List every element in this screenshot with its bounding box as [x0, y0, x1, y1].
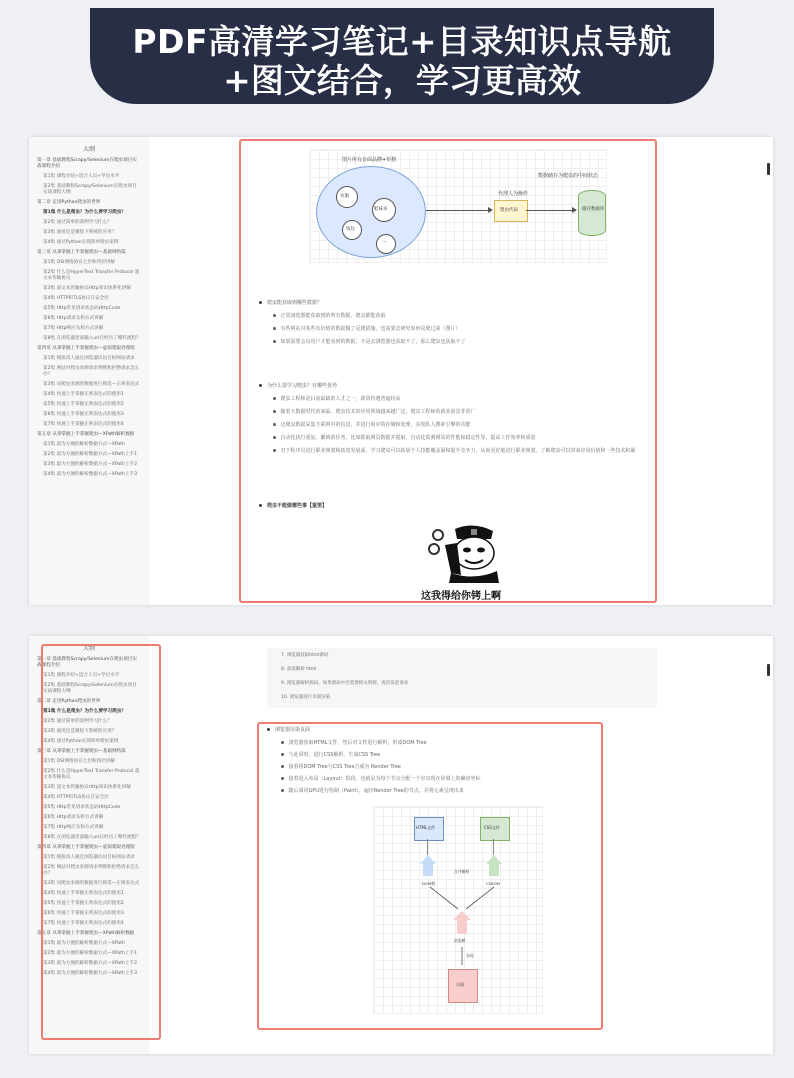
toc-section[interactable]: 第2集 基础教程Scrapy/Selenium在爬虫项目实战课程大纲	[43, 683, 137, 694]
banner-line-1: PDF高清学习笔记+目录知识点导航	[132, 22, 672, 61]
layout-label: 布局	[466, 953, 474, 958]
toc-section[interactable]: 第3集 超文本传输协议Http知识体系化讲解	[43, 785, 131, 790]
bullet-icon	[273, 340, 276, 343]
toc-section[interactable]: 第4集 快速上手掌握正则表达式的使用1	[43, 891, 124, 896]
toc-list	[37, 158, 141, 478]
toc-section[interactable]: 第2集 基础教程Scrapy/Selenium在爬虫项目实战课程大纲	[43, 184, 137, 195]
render-tree-icon-base	[457, 920, 467, 934]
toc-sidebar[interactable]	[29, 137, 149, 605]
toc-section[interactable]: 第1集 最为方便的解析数据方式—XPath	[43, 941, 125, 946]
toc-highlight-frame	[41, 644, 161, 1040]
render-pipeline-diagram	[373, 806, 543, 1014]
toc-section[interactable]: 第4集 快速上手掌握正则表达式的使用1	[43, 392, 124, 397]
circle-label: …	[382, 238, 387, 244]
bullet-item: 浏览器获取HTML文件，然后对文件进行解析，形成DOM Tree	[281, 740, 427, 746]
bullet-icon	[273, 397, 276, 400]
toc-section[interactable]: 第2集 最为方便的解析数据方式—XPath上手1	[43, 452, 138, 457]
police-meme-icon	[421, 523, 513, 587]
toc-section[interactable]: 第1集 模拟真人通过浏览器访问目标网站请求	[43, 356, 135, 361]
toc-section[interactable]: 第4集 HTTP和TLS协议在安全层	[43, 296, 109, 301]
diagram-title: 图片所有台面品牌+价格	[342, 157, 397, 163]
bullet-item: 爬虫工程师是目前最缺的人才之一，薪资待遇普遍较高	[273, 396, 401, 402]
toc-section[interactable]: 第7集 Http响应头和方式讲解	[43, 825, 104, 830]
title-banner	[90, 8, 714, 104]
section-heading: 爬虫能获取到哪些数据？	[259, 300, 322, 306]
toc-section[interactable]: 第5集 Http常见请求状态码HttpCode	[43, 306, 121, 311]
toc-section[interactable]: 第7集 Http响应头和方式讲解	[43, 326, 104, 331]
bullet-icon	[281, 753, 284, 756]
toc-chapter[interactable]: 第四章 从零掌握上手掌握爬虫—虚拟爬取处理版	[37, 845, 135, 850]
bullet-item: 有些网站对某些有价值的数据做了反爬措施，也需要去研究如何反爬过来（图片）	[273, 326, 461, 332]
toc-chapter[interactable]: 第一章 基础教程Scrapy/Selenium在爬虫项目实战课程介绍	[37, 158, 137, 169]
toc-section[interactable]: 第5集 快速上手掌握正则表达式的使用2	[43, 901, 124, 906]
code-line: 8. 获取解析 html	[281, 667, 317, 672]
toc-chapter[interactable]: 第三章 从零掌握上手掌握爬虫—基础网络篇	[37, 749, 126, 754]
toc-section[interactable]: 第3集 问爬虫来源的数据进行筛选—正则表达式	[43, 881, 140, 886]
arrow-head-icon	[572, 207, 577, 213]
toc-section[interactable]: 第4集 通过Python实现简单爬虫案例	[43, 739, 119, 744]
section-heading: 为什么要学习爬虫？有哪些优势	[259, 383, 337, 389]
database-icon	[578, 190, 606, 236]
bullet-item: 自动化执行重复、繁琐的任务，比如抓取网页数据并提取，自动化监测网站的性能和稳定性等，提高工作效率和质量	[273, 435, 536, 441]
bullet-item: 正常浏览器能获取到的所有数据，爬虫都能获取	[273, 313, 386, 319]
toc-section[interactable]: 第2集 什么是HyperText Transfer Protocol 超文本传输协议	[43, 270, 140, 281]
bullet-icon	[281, 741, 284, 744]
toc-section[interactable]: 第6集 快速上手掌握正则表达式的使用3	[43, 412, 124, 417]
code-block	[267, 648, 657, 708]
toc-section[interactable]: 第1集 OSI网络协议七层和四层讲解	[43, 759, 115, 764]
toc-section[interactable]: 第2集 网站对爬虫来源请求判断和拒绝请求怎么办？	[43, 865, 140, 876]
toc-section[interactable]: 第1集 什么是爬虫？为什么要学习爬虫？	[43, 709, 126, 714]
html-file-label: HTML文件	[416, 825, 436, 830]
toc-section[interactable]: 第6集 Http请求头和方式讲解	[43, 815, 104, 820]
police-meme-image	[421, 523, 513, 587]
toc-section[interactable]: 第2集 通过简单的案例学习什么？	[43, 220, 112, 225]
toc-section[interactable]: 第4集 最为方便的解析数据方式—XPath上手3	[43, 971, 138, 976]
toc-section[interactable]: 第6集 Http请求头和方式讲解	[43, 316, 104, 321]
toc-section[interactable]: 第5集 快速上手掌握正则表达式的使用2	[43, 402, 124, 407]
toc-chapter[interactable]: 第一章 基础教程Scrapy/Selenium在爬虫项目实战课程介绍	[37, 657, 137, 668]
toc-section[interactable]: 第8集 在浏览器里面输入url后经历了哪些流程？	[43, 835, 141, 840]
toc-section[interactable]: 第1集 最为方便的解析数据方式—XPath	[43, 442, 125, 447]
section-heading: 爬虫不能做哪些事【重要】	[259, 503, 327, 509]
toc-section[interactable]: 第2集 最为方便的解析数据方式—XPath上手1	[43, 951, 138, 956]
toc-section[interactable]: 第1集 什么是爬虫？为什么要学习爬虫？	[43, 210, 126, 215]
cssom-label: CSSOM	[486, 881, 500, 886]
toc-chapter[interactable]: 第二章 走进Python爬虫的世界	[37, 200, 101, 205]
toc-chapter[interactable]: 第四章 从零掌握上手掌握爬虫—虚拟爬取处理版	[37, 346, 135, 351]
toc-section[interactable]: 第4集 最为方便的解析数据方式—XPath上手3	[43, 472, 138, 477]
toc-title: 大纲	[82, 146, 95, 153]
proxy-label: 代理人为操作	[498, 191, 529, 197]
database-label: 储存数据库	[582, 207, 605, 212]
bullet-icon	[259, 301, 262, 304]
bullet-item: 如果需要会员用户才能看到的数据，不是去浏览器也获取不了，那么爬虫也获取不了	[273, 339, 466, 345]
bullet-icon	[281, 765, 284, 768]
toc-section[interactable]: 第4集 通过Python实现简单爬虫案例	[43, 240, 119, 245]
bullet-item: 接着将DOM Tree与CSS Tree合成为 Render Tree	[281, 764, 401, 770]
toc-section[interactable]: 第6集 快速上手掌握正则表达式的使用3	[43, 911, 124, 916]
bullet-icon	[273, 410, 276, 413]
toc-section[interactable]: 第3集 通用还是聚焦下系统的应用？	[43, 729, 117, 734]
code-line: 9. 浏览器解析源码，如果源码中还需要相关资源，再次发起请求	[281, 681, 409, 686]
merge-label: 合并解析	[454, 869, 470, 874]
toc-chapter[interactable]: 第三章 从零掌握上手掌握爬虫—基础网络篇	[37, 250, 126, 255]
data-source-ellipse	[316, 166, 426, 258]
toc-section[interactable]: 第3集 通用还是聚焦下系统的应用？	[43, 230, 117, 235]
bullet-icon	[259, 384, 262, 387]
toc-section[interactable]: 第3集 最为方便的解析数据方式—XPath上手2	[43, 462, 138, 467]
storage-label: 数据储存为爬虫的中间状态	[538, 173, 599, 179]
banner-line-2: +图文结合，学习更高效	[223, 61, 581, 100]
arrow-head-icon	[488, 207, 493, 213]
bullet-icon	[273, 449, 276, 452]
toc-section[interactable]: 第1集 模拟真人通过浏览器访问目标网站请求	[43, 855, 135, 860]
toc-section[interactable]: 第2集 什么是HyperText Transfer Protocol 超文本传输协议	[43, 769, 140, 780]
render-tree-label: 渲染树	[454, 938, 466, 943]
toc-chapter[interactable]: 第二章 走进Python爬虫的世界	[37, 699, 101, 704]
render-tree-icon	[453, 911, 471, 920]
circle-label: 鞋袜多	[374, 207, 388, 212]
crawler-code-label: 爬虫代码	[500, 208, 518, 213]
page-output-label: 页面	[456, 982, 464, 987]
toc-section[interactable]: 第3集 问爬虫来源的数据进行筛选—正则表达式	[43, 382, 140, 387]
scrollbar-thumb[interactable]	[767, 664, 770, 676]
arrow-line	[526, 210, 576, 211]
arrow-line	[426, 210, 492, 211]
circle-item	[376, 234, 396, 254]
toc-section[interactable]: 第7集 快速上手掌握正则表达式的使用4	[43, 422, 124, 427]
meme-caption: 这我得给你铐上啊	[421, 591, 501, 602]
toc-title: 大纲	[82, 645, 95, 652]
circle-label: 衣服	[340, 194, 349, 199]
toc-section[interactable]: 第2集 通过简单的案例学习什么？	[43, 719, 112, 724]
code-line: 7. 浏览器获取html源码	[281, 653, 329, 658]
css-file-label: CSS文件	[484, 825, 500, 830]
toc-chapter[interactable]: 第五章 从零掌握上手掌握爬虫—XPath解析数据	[37, 432, 135, 437]
bullet-icon	[267, 728, 270, 731]
bullet-item: 与此同时，进行CSS解析，生成CSS Tree	[281, 752, 380, 758]
bullet-icon	[281, 777, 284, 780]
toc-chapter[interactable]: 第五章 从零掌握上手掌握爬虫—XPath解析数据	[37, 931, 135, 936]
bullet-item: 接着进入布局（Layout）阶段，也就是为每个节点分配一个应出现在屏幕上的确切坐标	[281, 776, 481, 782]
toc-section[interactable]: 第1集 课程介绍+适合人员+学后水平	[43, 673, 120, 678]
dom-label: DOM树	[422, 881, 435, 886]
notes-page-2	[29, 636, 773, 1054]
toc-section[interactable]: 第3集 超文本传输协议Http知识体系化讲解	[43, 286, 131, 291]
bullet-item: 随后调用GPU进行绘制（Paint），遍历Render Tree的节点，并将元素呈现出来	[281, 788, 464, 794]
toc-section[interactable]: 第1集 课程介绍+适合人员+学后水平	[43, 174, 120, 179]
toc-section[interactable]: 第7集 快速上手掌握正则表达式的使用4	[43, 921, 124, 926]
circle-label: 钱包	[346, 227, 355, 232]
bullet-icon	[273, 423, 276, 426]
toc-section[interactable]: 第5集 Http常见请求状态码HttpCode	[43, 805, 121, 810]
bullet-item: 迈爬虫数据采集互联网中的信息，并进行相应的存储和处理，实现私人搜索引擎的功能	[273, 422, 471, 428]
bullet-icon	[259, 504, 262, 507]
crawler-diagram	[309, 149, 607, 263]
notes-page-1	[29, 137, 773, 605]
bullet-item: 对于程序员进行职业规划和拓宽发展面，学习爬虫可以拓展个人技能覆盖面和提升竞争力，从而更好地进行职业规划，了解爬虫可以带来应用价值和一些技术积累	[273, 448, 703, 454]
bullet-icon	[273, 314, 276, 317]
scrollbar-thumb[interactable]	[767, 163, 770, 175]
bullet-icon	[273, 327, 276, 330]
toc-section[interactable]: 第4集 HTTP和TLS协议在安全层	[43, 795, 109, 800]
toc-section[interactable]: 第8集 在浏览器里面输入url后经历了哪些流程？	[43, 336, 141, 341]
bullet-icon	[273, 436, 276, 439]
toc-section[interactable]: 第3集 最为方便的解析数据方式—XPath上手2	[43, 961, 138, 966]
toc-section[interactable]: 第2集 网站对爬虫来源请求判断和拒绝请求怎么办？	[43, 366, 140, 377]
code-line: 10. 浏览器进行页面渲染	[281, 695, 331, 700]
bullet-icon	[281, 789, 284, 792]
toc-section[interactable]: 第1集 OSI网络协议七层和四层讲解	[43, 260, 115, 265]
bullet-item: 随着大数据时代的来临，爬虫技术的应用领域越来越广泛，爬虫工程师的就业前景非常广	[273, 409, 476, 415]
section-heading: 浏览器渲染页面	[267, 727, 310, 733]
